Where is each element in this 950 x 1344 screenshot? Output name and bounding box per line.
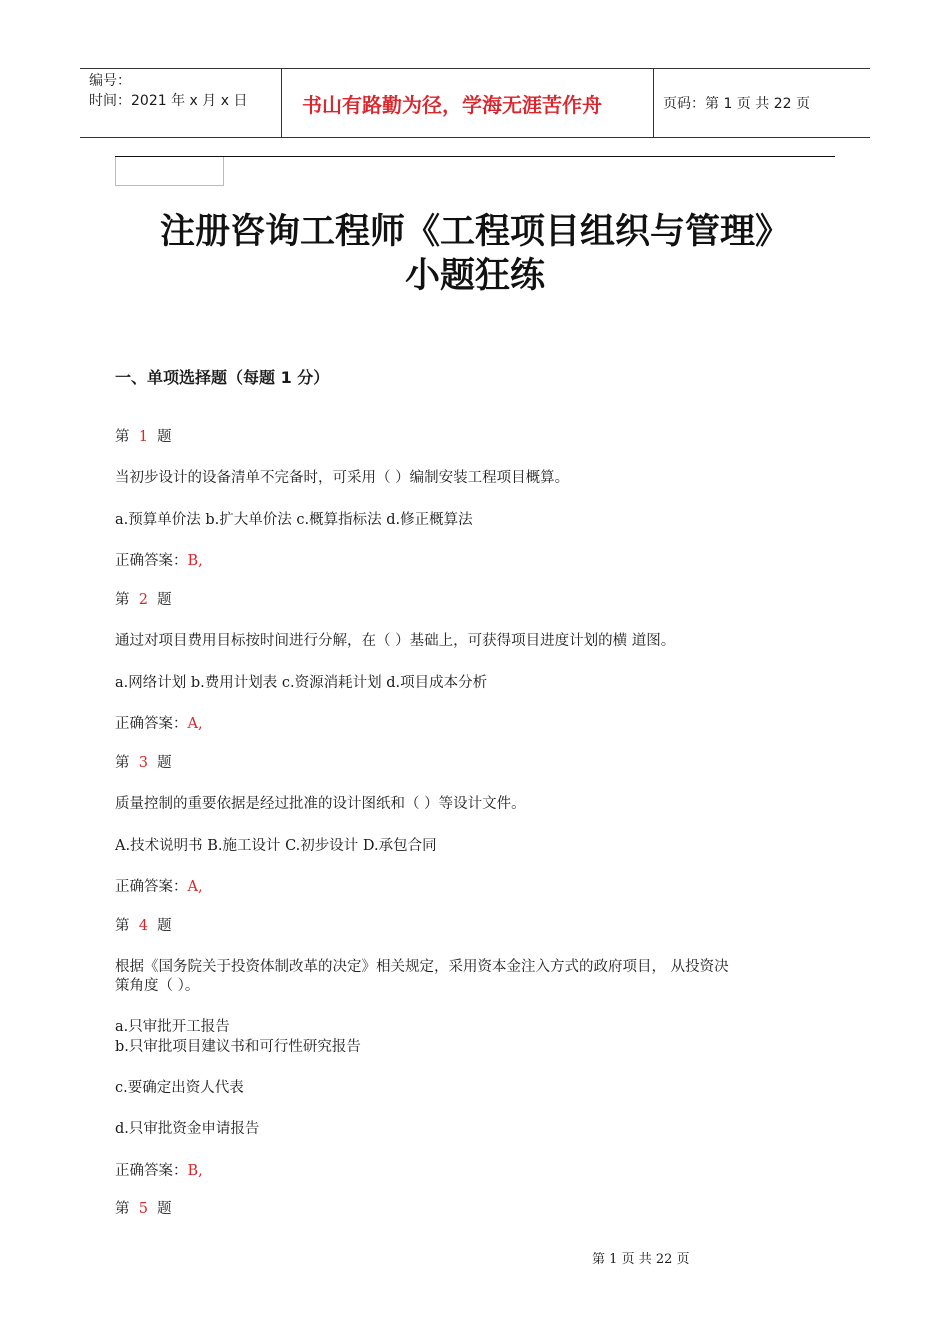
question-suffix: 题	[157, 592, 172, 608]
answer-value: A,	[187, 716, 203, 732]
answer-value: B,	[187, 553, 203, 569]
footer-suffix: 页	[676, 1252, 690, 1267]
question-prefix: 第	[115, 592, 130, 608]
answer-value: B,	[187, 1163, 203, 1179]
document-date: 时间：2021 年 x 月 x 日	[89, 93, 248, 109]
header-page-info: 页码：第 1 页 共 22 页	[663, 96, 810, 112]
question-answer	[115, 1161, 203, 1181]
question-option: b.只审批项目建议书和可行性研究报告	[115, 1039, 361, 1055]
answer-label: 正确答案：	[115, 553, 188, 569]
question-suffix: 题	[157, 429, 172, 445]
question-number	[115, 916, 172, 936]
page-title	[80, 210, 870, 298]
question-stem-continued: 策角度（ ）。	[115, 978, 200, 994]
question-stem: 通过对项目费用目标按时间进行分解，在（ ）基础上，可获得项目进度计划的横 道图。	[115, 633, 676, 649]
question-prefix: 第	[115, 755, 130, 771]
question-prefix: 第	[115, 429, 130, 445]
question-prefix: 第	[115, 1201, 130, 1217]
decorative-box	[115, 157, 224, 186]
question-suffix: 题	[157, 1201, 172, 1217]
question-stem: 质量控制的重要依据是经过批准的设计图纸和（ ）等设计文件。	[115, 796, 526, 812]
question-options: A.技术说明书 B.施工设计 C.初步设计 D.承包合同	[115, 838, 437, 854]
header-meta	[80, 69, 281, 137]
page-footer	[592, 1248, 690, 1267]
question-number	[115, 753, 172, 773]
footer-prefix: 第	[592, 1252, 606, 1267]
question-num: 4	[138, 918, 148, 934]
question-num: 3	[138, 755, 148, 771]
section-title: 一、单项选择题（每题 1 分）	[115, 368, 330, 387]
question-options: a.网络计划 b.费用计划表 c.资源消耗计划 d.项目成本分析	[115, 675, 488, 691]
footer-total-pages: 22	[655, 1252, 673, 1267]
question-suffix: 题	[157, 918, 172, 934]
question-answer	[115, 551, 203, 571]
title-line-1: 注册咨询工程师《工程项目组织与管理》	[159, 212, 790, 252]
question-num: 2	[138, 592, 148, 608]
question-answer	[115, 877, 203, 897]
question-suffix: 题	[157, 755, 172, 771]
answer-label: 正确答案：	[115, 716, 188, 732]
question-number	[115, 590, 172, 610]
footer-mid: 页 共	[621, 1252, 652, 1267]
question-num: 5	[138, 1201, 148, 1217]
question-option: c.要确定出资人代表	[115, 1080, 244, 1096]
question-stem: 当初步设计的设备清单不完备时，可采用（ ）编制安装工程项目概算。	[115, 470, 570, 486]
header-motto: 书山有路勤为径，学海无涯苦作舟	[281, 69, 654, 137]
question-num: 1	[138, 429, 148, 445]
document-number-label: 编号：	[89, 73, 131, 89]
question-options: a.预算单价法 b.扩大单价法 c.概算指标法 d.修正概算法	[115, 512, 473, 528]
question-stem: 根据《国务院关于投资体制改革的决定》相关规定，采用资本金注入方式的政府项目， 从投资决	[115, 959, 729, 975]
question-option: d.只审批资金申请报告	[115, 1121, 260, 1137]
question-option: a.只审批开工报告	[115, 1019, 230, 1035]
question-number	[115, 427, 172, 447]
footer-page-number: 1	[609, 1252, 618, 1267]
question-prefix: 第	[115, 918, 130, 934]
answer-label: 正确答案：	[115, 879, 188, 895]
question-number	[115, 1199, 172, 1219]
title-line-2: 小题狂练	[404, 256, 545, 296]
header-table	[80, 68, 870, 138]
answer-label: 正确答案：	[115, 1163, 188, 1179]
answer-value: A,	[187, 879, 203, 895]
question-answer	[115, 714, 203, 734]
